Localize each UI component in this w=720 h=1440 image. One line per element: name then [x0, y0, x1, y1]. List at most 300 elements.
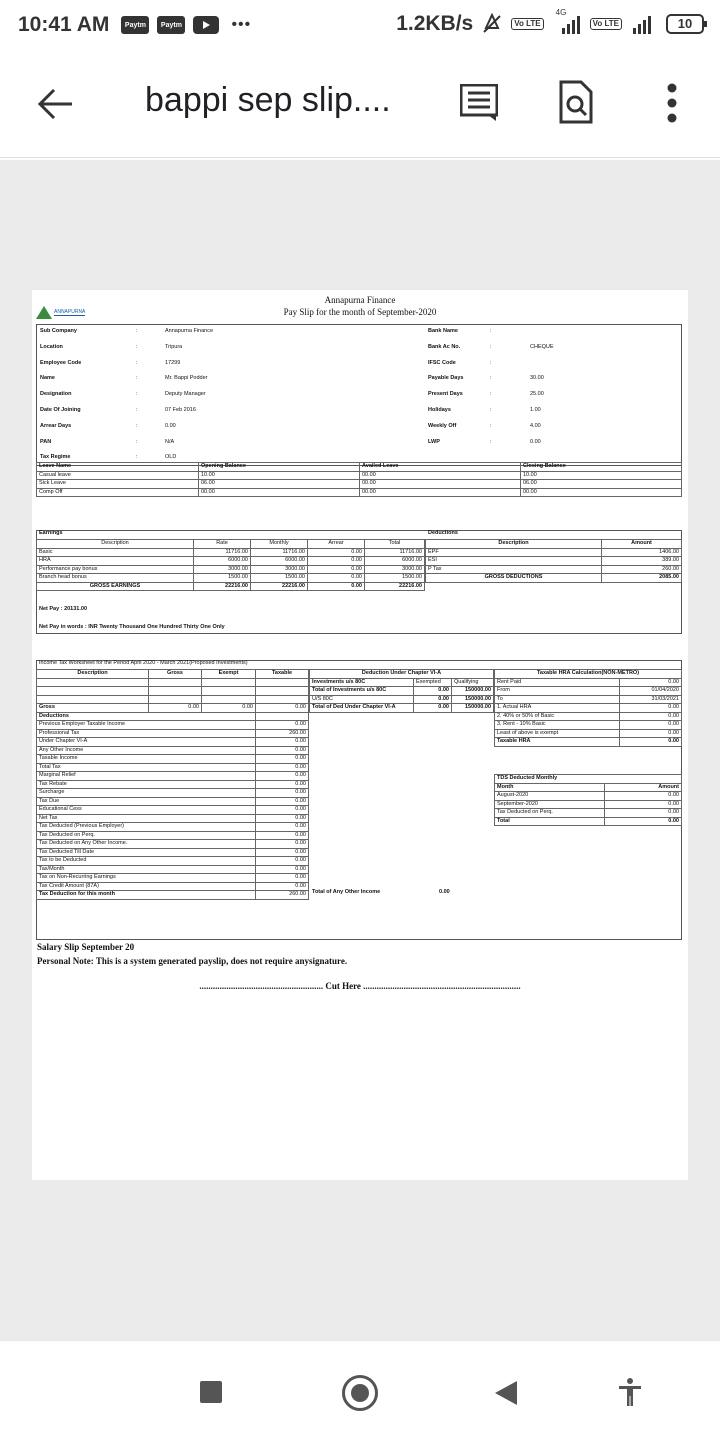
tax-row [37, 763, 309, 772]
status-bar [0, 0, 720, 50]
earnings-cell: 3000.00 [194, 565, 251, 574]
field-colon: : [136, 328, 138, 334]
tax-row [37, 729, 309, 738]
tax-row [37, 831, 309, 840]
tax-row-label: Marginal Relief [37, 772, 256, 781]
employee-field-label: Name [40, 375, 55, 382]
payslip-page [32, 290, 688, 1180]
earnings-table [36, 539, 425, 591]
hra-label: To [495, 695, 620, 704]
hra-value: 01/04/2020 [620, 687, 682, 696]
hra-label: From [495, 687, 620, 696]
hra-row [495, 695, 682, 704]
chapter-via-body [310, 687, 494, 713]
tax-row-value: 0.00 [256, 840, 309, 849]
leave-cell: 10.00 [521, 471, 682, 480]
employee-field-value: 25.00 [530, 391, 544, 398]
leave-header: Opening Balance [199, 463, 360, 472]
chapter-via-table [309, 669, 494, 713]
earnings-cell: Performance pay bonus [37, 565, 194, 574]
hra-title: Taxable HRA Calculation(NON-METRO) [495, 670, 682, 679]
tax-row [37, 857, 309, 866]
tax-row-value: 0.00 [256, 857, 309, 866]
leave-cell: 00.00 [521, 488, 682, 497]
earnings-header: Rate [194, 540, 251, 549]
logo-text: ANNAPURNA [54, 309, 86, 315]
employee-field-label: Tax Regime [40, 454, 71, 461]
earnings-cell: 1500.00 [365, 574, 425, 583]
tax-row-value: 0.00 [256, 772, 309, 781]
employee-field-label: Payable Days [428, 375, 464, 382]
hra-row [495, 704, 682, 713]
chapter-via-exempted: 0.00 [414, 704, 452, 713]
tax-row-label: Educational Cess [37, 806, 256, 815]
earnings-title: Earnings [39, 530, 63, 536]
employee-field-value: 17299 [165, 359, 181, 366]
chapter-via-exempted: 0.00 [414, 687, 452, 696]
deduction-name: EPF [426, 548, 602, 557]
field-colon: : [490, 343, 492, 350]
earnings-cell: 1500.00 [194, 574, 251, 583]
field-colon: : [136, 343, 138, 350]
deduction-row [426, 565, 682, 574]
tax-row [37, 797, 309, 806]
back-arrow-icon[interactable] [36, 86, 76, 122]
other-income-value: 0.00 [439, 889, 450, 895]
tds-amount: 0.00 [605, 800, 682, 809]
employee-field-value: Tripura [165, 343, 183, 350]
gross-arrear: 0.00 [308, 582, 365, 591]
employee-field-value: Deputy Manager [165, 391, 206, 398]
deductions-header: Description [426, 540, 602, 549]
payslip-header [32, 295, 688, 318]
document-viewer[interactable] [0, 160, 720, 1340]
field-colon: : [136, 375, 138, 382]
tax-row-value: 0.00 [256, 789, 309, 798]
chapter-via-qualifying: 150000.00 [452, 704, 494, 713]
network-speed: 1.2KB/s [396, 12, 474, 35]
earnings-cell: 11716.00 [251, 548, 308, 557]
tds-amount: 0.00 [605, 809, 682, 818]
deduction-amount: 1406.00 [602, 548, 682, 557]
earnings-cell: 11716.00 [365, 548, 425, 557]
earnings-cell: 0.00 [308, 574, 365, 583]
employee-field-label: Bank Name [428, 328, 458, 334]
battery-icon: 10 [666, 14, 704, 34]
more-vertical-icon[interactable] [664, 82, 680, 124]
leave-header: Availed Leave [360, 463, 521, 472]
hra-label: Taxable HRA [495, 738, 620, 747]
chapter-via-label: Total of Investments u/s 80C [310, 687, 414, 696]
deduction-amount: 389.00 [602, 557, 682, 566]
gross-monthly: 22216.00 [251, 582, 308, 591]
tds-amount: 0.00 [605, 792, 682, 801]
leave-cell: 06.00 [521, 480, 682, 489]
hra-value: 0.00 [620, 738, 682, 747]
tax-row [37, 891, 309, 900]
tax-row-value: 0.00 [256, 738, 309, 747]
employee-field-value: Mr. Bappi Podder [165, 375, 208, 382]
gross-deductions-amount: 2085.00 [602, 574, 682, 583]
hra-body [495, 678, 682, 746]
gross-deductions-label: GROSS DEDUCTIONS [426, 574, 602, 583]
hra-row [495, 721, 682, 730]
leave-header: Closing Balance [521, 463, 682, 472]
employee-field-value: 0.00 [530, 438, 541, 445]
hra-value: 0.00 [620, 704, 682, 713]
field-colon: : [136, 438, 138, 445]
tax-row-value: 0.00 [256, 806, 309, 815]
tax-row-label: Tax to be Deducted [37, 857, 256, 866]
chapter-via-header: Exempted [414, 678, 452, 687]
tax-row [37, 882, 309, 891]
employee-field-label: Designation [40, 391, 72, 398]
employee-field-value: CHEQUE [530, 343, 554, 350]
tax-row [37, 814, 309, 823]
tax-row-value: 0.00 [256, 814, 309, 823]
earnings-body [37, 548, 425, 582]
tax-row-label: Under Chapter VI-A [37, 738, 256, 747]
earnings-cell: Basic [37, 548, 194, 557]
chapter-via-header: Investments u/s 80C [310, 678, 414, 687]
hra-row [495, 687, 682, 696]
home-icon[interactable] [342, 1375, 378, 1411]
net-pay: Net Pay : 20131.00 [39, 606, 88, 612]
field-colon: : [136, 422, 138, 429]
tds-table [494, 774, 682, 826]
employee-field-value: 4.00 [530, 422, 541, 429]
chapter-via-title: Deduction Under Chapter VI-A [310, 670, 494, 679]
tax-row-label: Tax Deduction for this month [37, 891, 256, 900]
employee-field-label: Bank Ac No. [428, 343, 461, 350]
deductions-body [426, 548, 682, 574]
employee-info-box [36, 324, 682, 466]
field-colon: : [490, 391, 492, 398]
gross-earnings-row [37, 582, 425, 591]
earnings-header: Description [37, 540, 194, 549]
tds-month: August-2020 [495, 792, 605, 801]
tax-header: Description [37, 670, 149, 679]
tax-row-value: 0.00 [256, 865, 309, 874]
field-colon: : [490, 359, 492, 366]
paytm-notification-icon: Paytm [157, 16, 185, 34]
earnings-row [37, 557, 425, 566]
employee-field-label: Sub Company [40, 328, 77, 334]
tax-row-label: Tax Deducted on Any Other Income. [37, 840, 256, 849]
earnings-cell: 3000.00 [251, 565, 308, 574]
gross-earnings-label: GROSS EARNINGS [37, 582, 194, 591]
tax-row-value: 260.00 [256, 891, 309, 900]
leave-cell: 06.00 [199, 480, 360, 489]
field-colon: : [136, 391, 138, 398]
employee-field-label: Holidays [428, 407, 451, 413]
tds-row [495, 800, 682, 809]
leave-cell: Comp Off [37, 488, 199, 497]
chapter-via-header: Qualifying [452, 678, 494, 687]
tax-row-label: Tax Rebate [37, 780, 256, 789]
tax-row [37, 865, 309, 874]
signal-icon [630, 12, 658, 36]
tax-header: Gross [149, 670, 202, 679]
earnings-cell: 0.00 [308, 548, 365, 557]
employee-field-value: Annapurna Finance [165, 328, 214, 334]
tax-row-value: 0.00 [256, 848, 309, 857]
hra-value: 0.00 [620, 721, 682, 730]
payslip-title: Pay Slip for the month of September-2020 [283, 307, 437, 317]
signal-4g-icon [552, 8, 582, 36]
tds-title: TDS Deducted Monthly [495, 775, 682, 784]
tax-exempt-value: 0.00 [202, 704, 256, 713]
hra-label: Least of above is exempt [495, 729, 620, 738]
field-colon: : [136, 407, 138, 413]
earnings-header: Arrear [308, 540, 365, 549]
tax-row [37, 746, 309, 755]
tax-row-label: Tax Deducted Till Date [37, 848, 256, 857]
earnings-cell: 1500.00 [251, 574, 308, 583]
chapter-via-row [310, 687, 494, 696]
tax-row-label: Tax on Non-Recurring Earnings [37, 874, 256, 883]
recent-apps-icon[interactable] [200, 1381, 222, 1403]
earnings-row [37, 565, 425, 574]
navigation-bar [0, 1340, 720, 1440]
leave-cell: 00.00 [199, 488, 360, 497]
earnings-cell: 0.00 [308, 557, 365, 566]
deduction-name: ESI [426, 557, 602, 566]
tax-row [37, 823, 309, 832]
deduction-name: P Tax [426, 565, 602, 574]
earnings-cell: Branch head bonus [37, 574, 194, 583]
earnings-row [37, 574, 425, 583]
tax-row-label: Tax Deducted on Perq. [37, 831, 256, 840]
tax-row [37, 712, 309, 721]
deductions-table [425, 539, 682, 583]
employee-field-value: OLD [165, 454, 177, 461]
tax-row-label: Professional Tax [37, 729, 256, 738]
tax-row-value: 260.00 [256, 729, 309, 738]
tax-row [37, 874, 309, 883]
document-title: bappi sep slip.... [145, 81, 391, 119]
chapter-via-label: U/S 80C [310, 695, 414, 704]
hra-label: 3. Rent - 10% Basic [495, 721, 620, 730]
tds-row [495, 809, 682, 818]
tds-amount: 0.00 [605, 817, 682, 826]
tax-row-label: Any Other Income [37, 746, 256, 755]
employee-field-label: Weekly Off [428, 422, 457, 429]
tax-row [37, 789, 309, 798]
hra-label: 2. 40% or 50% of Basic [495, 712, 620, 721]
tds-body [495, 792, 682, 826]
tax-gross-row [37, 704, 309, 713]
tax-gross-value: 0.00 [149, 704, 202, 713]
hra-row [495, 729, 682, 738]
employee-field-value: 1.00 [530, 407, 541, 413]
leave-cell: 00.00 [360, 488, 521, 497]
volte-icon: Vo LTE [511, 18, 543, 30]
leave-cell: 00.00 [360, 480, 521, 489]
field-colon: : [490, 407, 492, 413]
hra-label: Rent Paid [495, 678, 620, 687]
tax-row [37, 738, 309, 747]
tax-row [37, 721, 309, 730]
tds-month: Tax Deducted on Perq. [495, 809, 605, 818]
field-colon: : [490, 438, 492, 445]
field-colon: : [490, 422, 492, 429]
leave-row [37, 471, 682, 480]
employee-field-label: Present Days [428, 391, 463, 398]
employee-field-label: Date Of Joining [40, 407, 81, 413]
tax-row-label: Deductions [37, 712, 256, 721]
gross-deductions-row [426, 574, 682, 583]
leave-cell: 10.00 [199, 471, 360, 480]
leave-table [36, 462, 682, 497]
tax-worksheet-title: Income Tax Worksheet for the Period April 2020 - March 2021(Proposed Investments) [39, 660, 248, 666]
hra-value: 31/03/2021 [620, 695, 682, 704]
chapter-via-exempted: 0.00 [414, 695, 452, 704]
hra-table [494, 669, 682, 747]
chapter-via-qualifying: 150000.00 [452, 695, 494, 704]
back-icon[interactable] [495, 1381, 517, 1405]
other-income-label: Total of Any Other Income [312, 889, 381, 895]
tds-header: Month [495, 783, 605, 792]
earnings-cell: 0.00 [308, 565, 365, 574]
hra-value: 0.00 [620, 678, 682, 687]
document-list-icon[interactable] [460, 84, 498, 122]
earnings-header: Total [365, 540, 425, 549]
earnings-cell: 11716.00 [194, 548, 251, 557]
tax-gross-label: Gross [37, 704, 149, 713]
network-gen-label: 4G [555, 8, 567, 17]
tax-table-body [37, 678, 309, 899]
accessibility-icon[interactable] [617, 1377, 643, 1407]
leave-cell: Casual leave [37, 471, 199, 480]
tds-month: September-2020 [495, 800, 605, 809]
earnings-header: Monthly [251, 540, 308, 549]
chapter-via-label: Total of Ded Under Chapter VI-A [310, 704, 414, 713]
status-indicators [396, 8, 704, 36]
tax-row-label: Tax Deducted (Previous Employer) [37, 823, 256, 832]
tax-row [37, 780, 309, 789]
gross-total: 22216.00 [365, 582, 425, 591]
tax-row-label: Previous Employer Taxable Income [37, 721, 256, 730]
tax-header: Taxable [256, 670, 309, 679]
tax-row-value: 0.00 [256, 874, 309, 883]
field-colon: : [136, 359, 138, 366]
tax-header: Exempt [202, 670, 256, 679]
youtube-notification-icon [193, 16, 219, 34]
chapter-via-qualifying: 150000.00 [452, 687, 494, 696]
tax-row-label: Tax Credit Amount (87A) [37, 882, 256, 891]
tax-table [36, 669, 309, 900]
cut-here-line: ....................................................... Cut Here ...................................................................... [199, 981, 521, 991]
leave-cell: Sick Leave [37, 480, 199, 489]
tax-row-label: Tax/Month [37, 865, 256, 874]
leave-cell: 00.00 [360, 471, 521, 480]
deduction-row [426, 557, 682, 566]
tax-row-value: 0.00 [256, 763, 309, 772]
tax-row [37, 806, 309, 815]
tax-row-value [256, 712, 309, 721]
deductions-header: Amount [602, 540, 682, 549]
earnings-cell: 6000.00 [365, 557, 425, 566]
hra-row [495, 712, 682, 721]
tax-row-value: 0.00 [256, 831, 309, 840]
employee-field-value: 0.00 [165, 422, 176, 429]
earnings-cell: 6000.00 [251, 557, 308, 566]
tax-row [37, 772, 309, 781]
alarm-icon [481, 13, 503, 35]
tax-row-label: Net Tax [37, 814, 256, 823]
employee-field-value: N/A [165, 438, 175, 445]
employee-field-value: 07 Feb 2016 [165, 407, 196, 413]
tds-row [495, 792, 682, 801]
tax-row-label: Surcharge [37, 789, 256, 798]
tax-row-label: Tax Due [37, 797, 256, 806]
more-notifications-icon: ••• [231, 16, 252, 33]
field-colon: : [490, 328, 492, 334]
tax-row-value: 0.00 [256, 882, 309, 891]
tax-row-value: 0.00 [256, 755, 309, 764]
tax-row-label: Total Tax [37, 763, 256, 772]
tax-row [37, 848, 309, 857]
earnings-cell: 3000.00 [365, 565, 425, 574]
tax-row [37, 840, 309, 849]
leave-row [37, 488, 682, 497]
tds-header: Amount [605, 783, 682, 792]
tax-row-value: 0.00 [256, 797, 309, 806]
field-colon: : [136, 454, 138, 461]
status-time: 10:41 AM [18, 13, 110, 36]
chapter-via-row [310, 695, 494, 704]
chapter-via-row [310, 704, 494, 713]
tax-row-value: 0.00 [256, 780, 309, 789]
field-colon: : [490, 375, 492, 382]
earnings-cell: HRA [37, 557, 194, 566]
hra-value: 0.00 [620, 712, 682, 721]
personal-note: Personal Note: This is a system generated payslip, does not require anysignature. [37, 956, 348, 966]
deduction-row [426, 548, 682, 557]
hra-row [495, 678, 682, 687]
employee-field-label: LWP [428, 438, 440, 445]
tds-month: Total [495, 817, 605, 826]
deductions-title: Deductions [428, 530, 458, 536]
leave-table-body [37, 471, 682, 497]
employee-field-label: Location [40, 343, 63, 350]
leave-header: Leave Name [37, 463, 199, 472]
earnings-row [37, 548, 425, 557]
employee-field-value: 30.00 [530, 375, 544, 382]
earnings-cell: 6000.00 [194, 557, 251, 566]
hra-value: 0.00 [620, 729, 682, 738]
employee-field-label: IFSC Code [428, 359, 456, 366]
tax-row [37, 755, 309, 764]
document-search-icon[interactable] [559, 80, 593, 124]
app-bar [0, 50, 720, 158]
leave-row [37, 480, 682, 489]
gross-rate: 22216.00 [194, 582, 251, 591]
tax-taxable-value: 0.00 [256, 704, 309, 713]
company-name: Annapurna Finance [324, 295, 396, 305]
paytm-notification-icon: Paytm [121, 16, 149, 34]
volte-icon: Vo LTE [590, 18, 622, 30]
tax-row-value: 0.00 [256, 721, 309, 730]
employee-field-label: Arrear Days [40, 422, 72, 429]
hra-label: 1. Actual HRA [495, 704, 620, 713]
tax-row-value: 0.00 [256, 823, 309, 832]
tax-row-value: 0.00 [256, 746, 309, 755]
deduction-amount: 260.00 [602, 565, 682, 574]
salary-slip-label: Salary Slip September 20 [37, 942, 135, 952]
employee-field-label: PAN [40, 438, 52, 445]
